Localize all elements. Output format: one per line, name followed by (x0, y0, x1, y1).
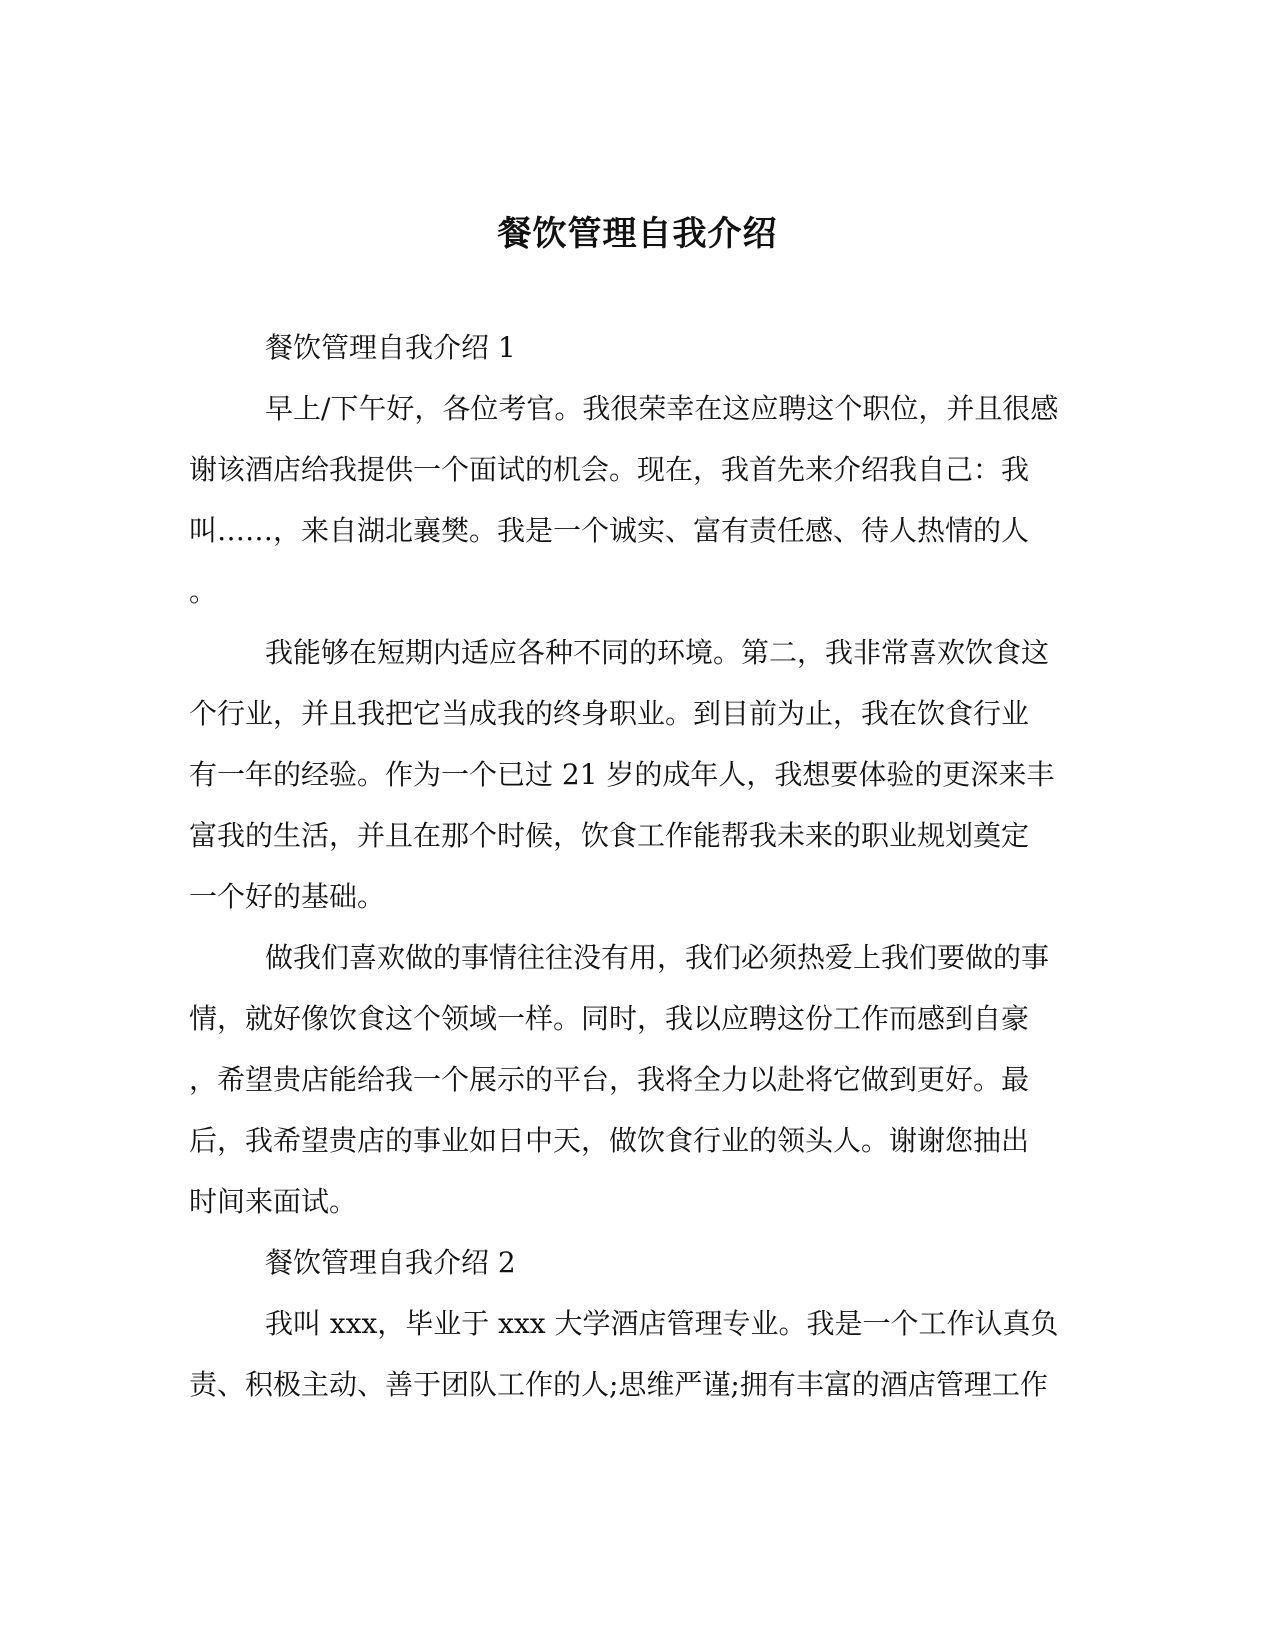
paragraph-line: 个行业，并且我把它当成我的终身职业。到目前为止，我在饮食行业 (189, 697, 1030, 730)
paragraph-line: 情，就好像饮食这个领域一样。同时，我以应聘这份工作而感到自豪 (189, 1002, 1030, 1035)
paragraph-line: 一个好的基础。 (189, 880, 386, 913)
paragraph-line: 后，我希望贵店的事业如日中天，做饮食行业的领头人。谢谢您抽出 (189, 1124, 1030, 1157)
paragraph-line: ，希望贵店能给我一个展示的平台，我将全力以赴将它做到更好。最 (189, 1063, 1030, 1096)
document-title: 餐饮管理自我介绍 (497, 214, 778, 254)
paragraph-line: 我叫 xxx，毕业于 xxx 大学酒店管理专业。我是一个工作认真负 (265, 1307, 1059, 1340)
paragraph-line: 谢该酒店给我提供一个面试的机会。现在，我首先来介绍我自己：我 (189, 453, 1030, 486)
paragraph-line: 早上/下午好，各位考官。我很荣幸在这应聘这个职位，并且很感 (265, 392, 1059, 425)
paragraph-line: 我能够在短期内适应各种不同的环境。第二，我非常喜欢饮食这 (265, 636, 1050, 669)
paragraph-line: 。 (189, 575, 218, 608)
section-heading-1: 餐饮管理自我介绍 1 (265, 331, 516, 364)
paragraph-line: 时间来面试。 (189, 1185, 358, 1218)
paragraph-line: 富我的生活，并且在那个时候，饮食工作能帮我未来的职业规划奠定 (189, 819, 1030, 852)
section-heading-2: 餐饮管理自我介绍 2 (265, 1246, 516, 1279)
paragraph-line: 责、积极主动、善于团队工作的人;思维严谨;拥有丰富的酒店管理工作 (189, 1368, 1048, 1401)
paragraph-line: 叫……，来自湖北襄樊。我是一个诚实、富有责任感、待人热情的人 (189, 514, 1030, 547)
paragraph-line: 有一年的经验。作为一个已过 21 岁的成年人，我想要体验的更深来丰 (189, 758, 1055, 791)
document-body (189, 328, 1087, 1426)
paragraph-line: 做我们喜欢做的事情往往没有用，我们必须热爱上我们要做的事 (265, 941, 1050, 974)
